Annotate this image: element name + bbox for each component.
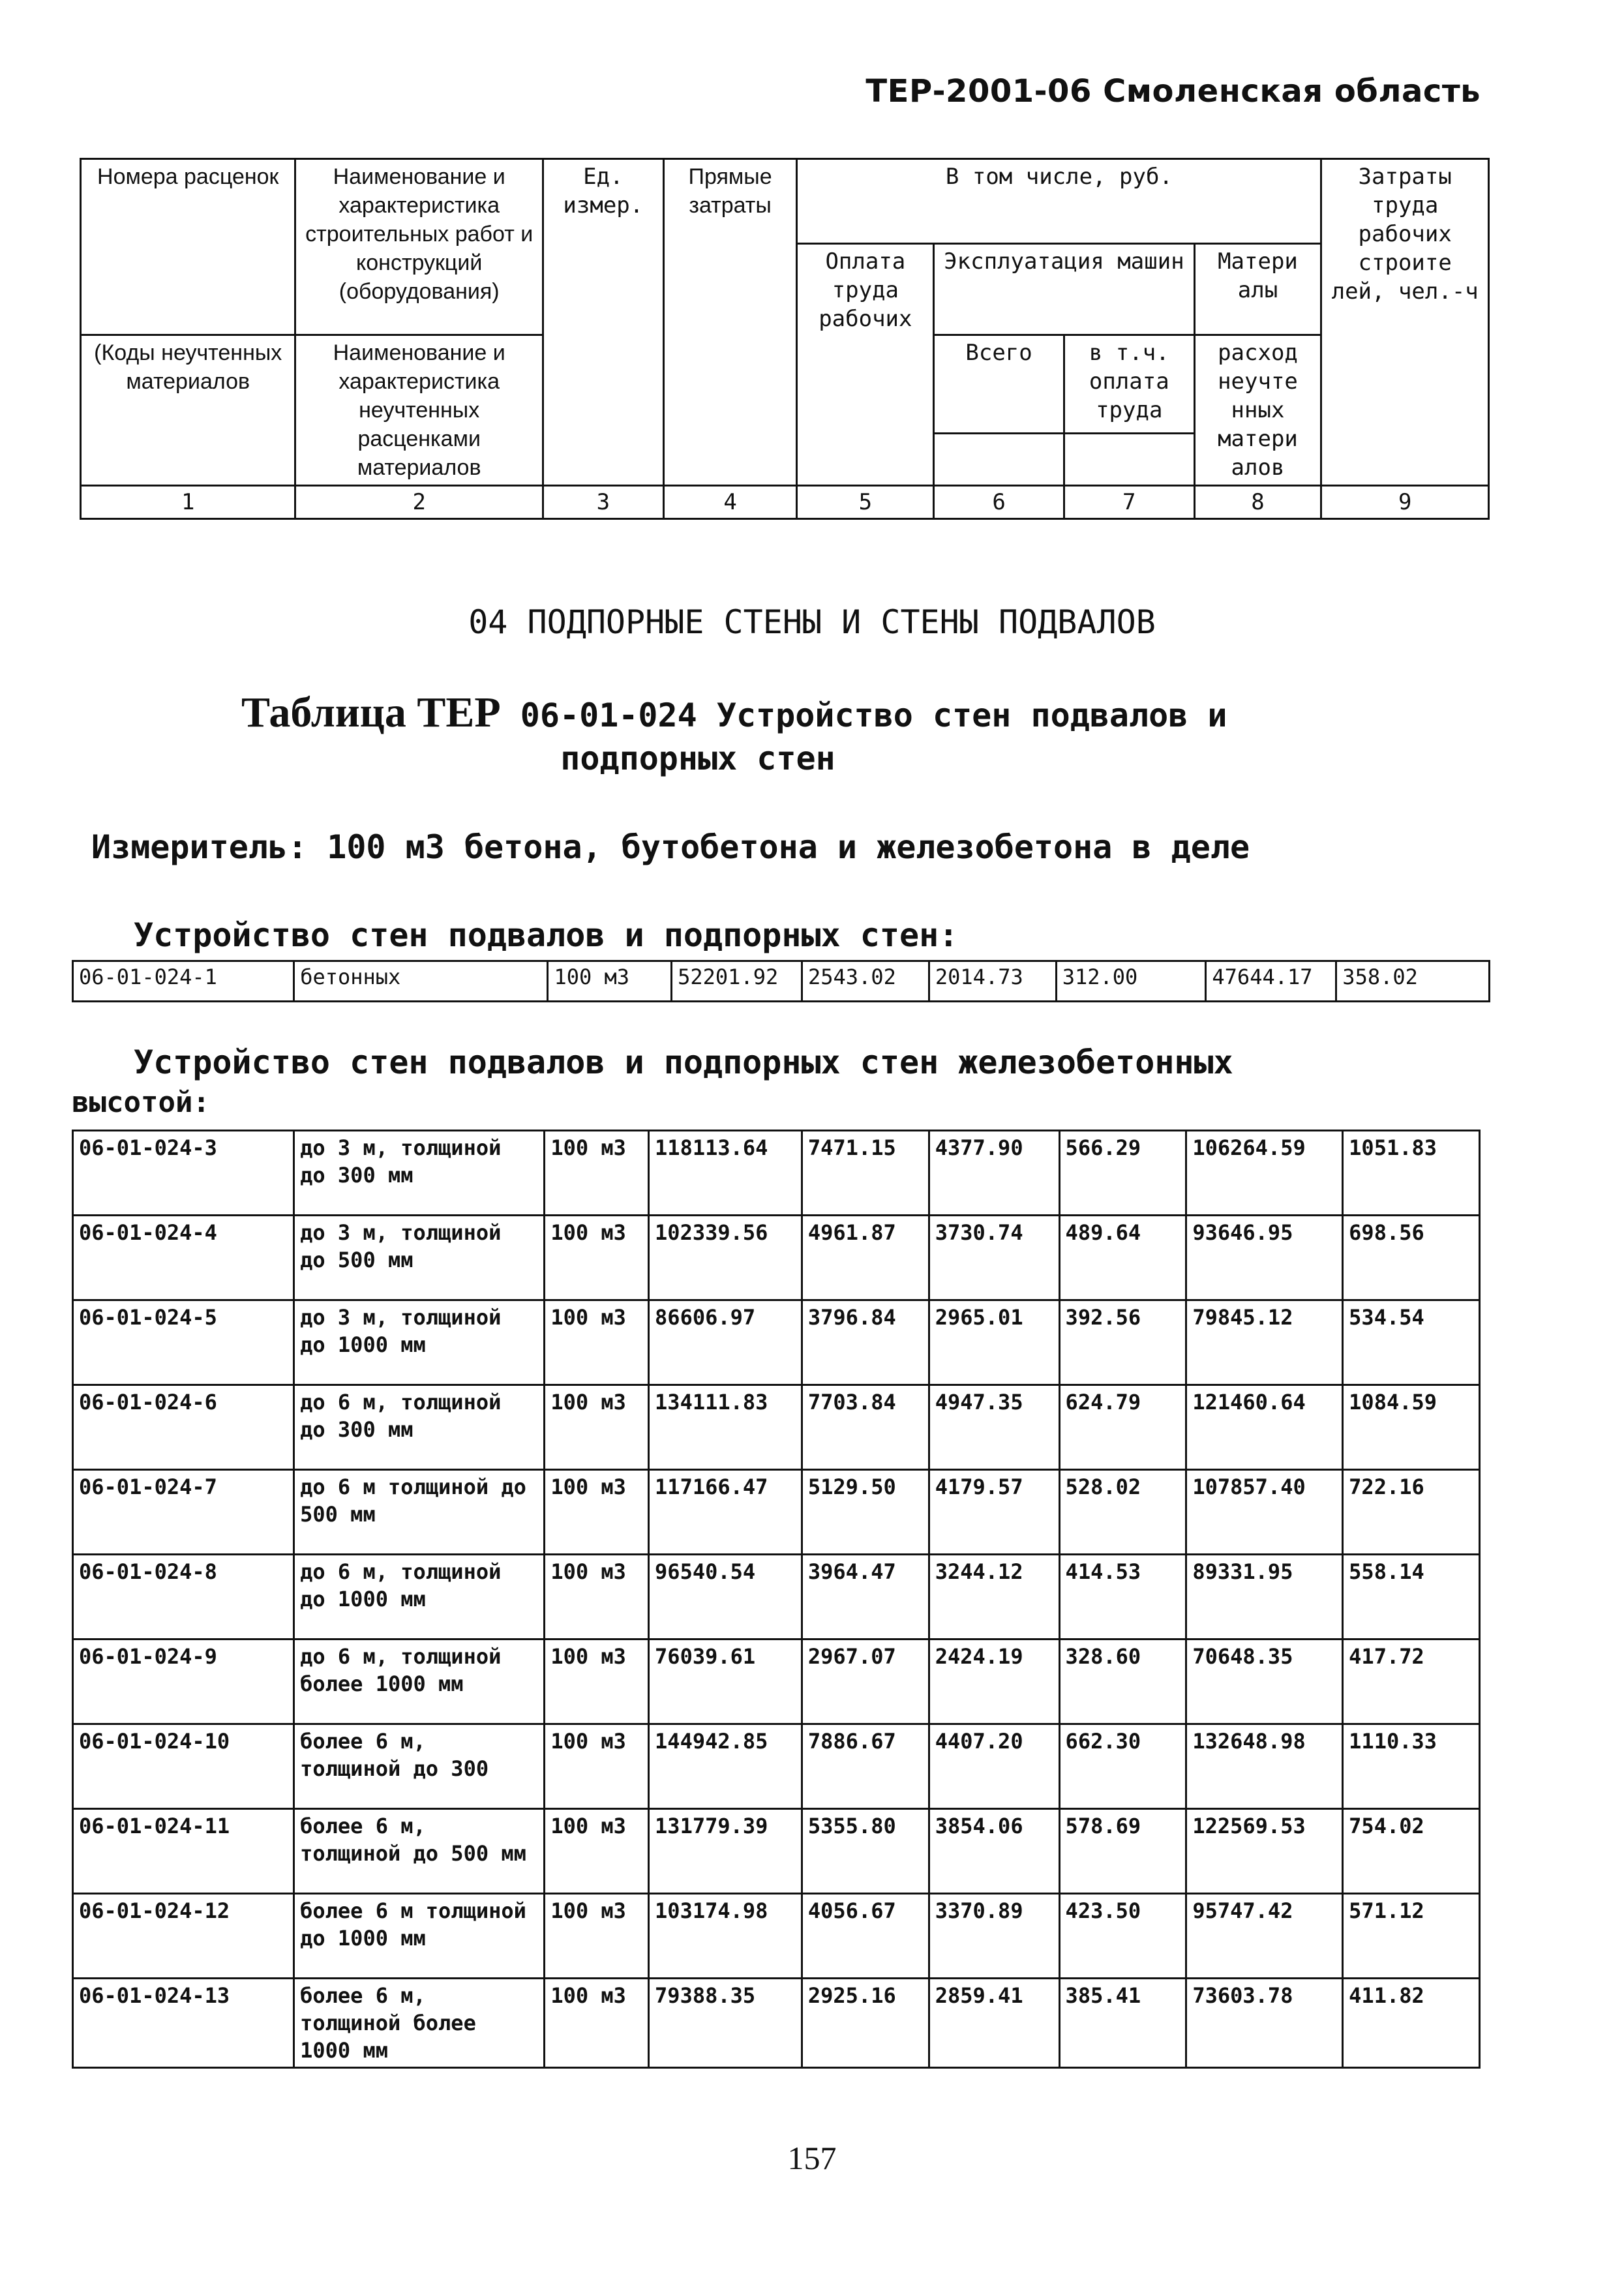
direct-cost-cell: 76039.61 — [649, 1640, 802, 1724]
work-description-cell: более 6 м, толщиной до 500 мм — [294, 1809, 545, 1894]
measure-unit: Измеритель: 100 м3 бетона, бутобетона и железобетона в деле — [91, 828, 1250, 866]
col5-header: Оплата труда рабочих — [797, 244, 934, 486]
materials-cell: 106264.59 — [1186, 1131, 1343, 1216]
col6-header: Всего — [934, 335, 1064, 434]
labor-pay-cell: 2967.07 — [802, 1640, 929, 1724]
materials-cell: 47644.17 — [1206, 961, 1336, 1002]
unit-cell: 100 м3 — [545, 1216, 649, 1300]
labor-pay-cell: 3796.84 — [802, 1300, 929, 1385]
col2-sub-header: Наименование и характеристика неучтенных расценками материалов — [295, 335, 543, 486]
subsection-heading: Устройство стен подвалов и подпорных стен: — [134, 916, 959, 954]
rate-code-cell: 06-01-024-5 — [73, 1300, 294, 1385]
machines-labor-cell: 578.69 — [1059, 1809, 1186, 1894]
labor-hours-cell: 558.14 — [1343, 1555, 1480, 1640]
rate-code-cell: 06-01-024-12 — [73, 1894, 294, 1979]
machines-total-cell: 2965.01 — [929, 1300, 1059, 1385]
direct-cost-cell: 86606.97 — [649, 1300, 802, 1385]
direct-cost-cell: 118113.64 — [649, 1131, 802, 1216]
work-description-cell: до 6 м, толщиной до 300 мм — [294, 1385, 545, 1470]
rate-code-cell: 06-01-024-6 — [73, 1385, 294, 1470]
labor-hours-cell: 1110.33 — [1343, 1724, 1480, 1809]
machines-total-cell: 2424.19 — [929, 1640, 1059, 1724]
rate-code-cell: 06-01-024-13 — [73, 1979, 294, 2068]
direct-cost-cell: 96540.54 — [649, 1555, 802, 1640]
machines-labor-cell: 328.60 — [1059, 1640, 1186, 1724]
work-description-cell: до 6 м, толщиной более 1000 мм — [294, 1640, 545, 1724]
materials-cell: 93646.95 — [1186, 1216, 1343, 1300]
table-row — [73, 1385, 1480, 1470]
table-row — [73, 1216, 1480, 1300]
table-row — [73, 961, 1490, 1002]
table-row — [73, 1724, 1480, 1809]
table-title — [241, 691, 1415, 780]
direct-cost-cell: 103174.98 — [649, 1894, 802, 1979]
table-row — [73, 1300, 1480, 1385]
col6-spacer — [934, 434, 1064, 486]
labor-pay-cell: 4056.67 — [802, 1894, 929, 1979]
machines-total-cell: 4947.35 — [929, 1385, 1059, 1470]
col2-header: Наименование и характеристика строительных работ и конструкций (оборудования) — [295, 159, 543, 335]
work-description-cell: до 6 м, толщиной до 1000 мм — [294, 1555, 545, 1640]
col4-header: Прямые затраты — [663, 159, 797, 486]
rate-code-cell: 06-01-024-11 — [73, 1809, 294, 1894]
subsection-heading: Устройство стен подвалов и подпорных стен железобетонных — [134, 1043, 1233, 1081]
col7-spacer — [1064, 434, 1194, 486]
labor-hours-cell: 358.02 — [1336, 961, 1490, 1002]
machines-labor-cell: 662.30 — [1059, 1724, 1186, 1809]
table-row — [73, 1470, 1480, 1555]
materials-cell: 73603.78 — [1186, 1979, 1343, 2068]
unit-cell: 100 м3 — [545, 1385, 649, 1470]
work-description-cell: более 6 м, толщиной более 1000 мм — [294, 1979, 545, 2068]
table-row — [73, 1979, 1480, 2068]
labor-hours-cell: 411.82 — [1343, 1979, 1480, 2068]
table-row — [73, 1809, 1480, 1894]
materials-cell: 95747.42 — [1186, 1894, 1343, 1979]
work-description-cell: до 3 м, толщиной до 1000 мм — [294, 1300, 545, 1385]
labor-hours-cell: 534.54 — [1343, 1300, 1480, 1385]
direct-cost-cell: 79388.35 — [649, 1979, 802, 2068]
labor-hours-cell: 754.02 — [1343, 1809, 1480, 1894]
work-description-cell: до 6 м толщиной до 500 мм — [294, 1470, 545, 1555]
table-title-text-line2: подпорных стен — [560, 740, 835, 777]
col-number: 7 — [1064, 486, 1194, 519]
labor-hours-cell: 722.16 — [1343, 1470, 1480, 1555]
work-description-cell: более 6 м толщиной до 1000 мм — [294, 1894, 545, 1979]
machines-total-cell: 4179.57 — [929, 1470, 1059, 1555]
direct-cost-cell: 131779.39 — [649, 1809, 802, 1894]
machines-labor-cell: 312.00 — [1056, 961, 1206, 1002]
machines-total-cell: 4377.90 — [929, 1131, 1059, 1216]
unit-cell: 100 м3 — [545, 1470, 649, 1555]
labor-hours-cell: 571.12 — [1343, 1894, 1480, 1979]
unit-cell: 100 м3 — [545, 1300, 649, 1385]
machines-labor-cell: 392.56 — [1059, 1300, 1186, 1385]
machines-labor-cell: 489.64 — [1059, 1216, 1186, 1300]
rates-table-reinforced — [72, 1130, 1481, 2069]
col-number: 6 — [934, 486, 1064, 519]
unit-cell: 100 м3 — [545, 1555, 649, 1640]
col-number: 3 — [543, 486, 663, 519]
rate-code-cell: 06-01-024-10 — [73, 1724, 294, 1809]
col1-sub-header: (Коды неучтенных материалов — [81, 335, 295, 486]
col-number: 1 — [81, 486, 295, 519]
table-row — [73, 1640, 1480, 1724]
col-number: 9 — [1321, 486, 1489, 519]
labor-pay-cell: 4961.87 — [802, 1216, 929, 1300]
machines-labor-cell: 528.02 — [1059, 1470, 1186, 1555]
labor-pay-cell: 7886.67 — [802, 1724, 929, 1809]
materials-cell: 70648.35 — [1186, 1640, 1343, 1724]
unit-cell: 100 м3 — [545, 1894, 649, 1979]
machines-total-cell: 3370.89 — [929, 1894, 1059, 1979]
machines-labor-cell: 566.29 — [1059, 1131, 1186, 1216]
rate-code-cell: 06-01-024-7 — [73, 1470, 294, 1555]
col7-header: в т.ч. оплата труда — [1064, 335, 1194, 434]
materials-cell: 121460.64 — [1186, 1385, 1343, 1470]
unit-cell: 100 м3 — [545, 1640, 649, 1724]
unit-cell: 100 м3 — [545, 1724, 649, 1809]
direct-cost-cell: 52201.92 — [672, 961, 802, 1002]
col-number: 4 — [663, 486, 797, 519]
machines-total-cell: 3730.74 — [929, 1216, 1059, 1300]
col-number: 5 — [797, 486, 934, 519]
labor-hours-cell: 1051.83 — [1343, 1131, 1480, 1216]
machines-labor-cell: 624.79 — [1059, 1385, 1186, 1470]
labor-pay-cell: 7471.15 — [802, 1131, 929, 1216]
table-row — [73, 1555, 1480, 1640]
direct-cost-cell: 144942.85 — [649, 1724, 802, 1809]
machines-total-cell: 2014.73 — [929, 961, 1056, 1002]
labor-hours-cell: 1084.59 — [1343, 1385, 1480, 1470]
labor-hours-cell: 417.72 — [1343, 1640, 1480, 1724]
col-number: 2 — [295, 486, 543, 519]
machines-total-cell: 3244.12 — [929, 1555, 1059, 1640]
labor-hours-cell: 698.56 — [1343, 1216, 1480, 1300]
unit-cell: 100 м3 — [545, 1809, 649, 1894]
table-title-code: 06-01-024 — [520, 696, 697, 734]
machines-labor-cell: 423.50 — [1059, 1894, 1186, 1979]
labor-pay-cell: 5129.50 — [802, 1470, 929, 1555]
col8-top-header: Матери алы — [1194, 244, 1321, 335]
page-number: 157 — [787, 2140, 837, 2176]
direct-cost-cell: 134111.83 — [649, 1385, 802, 1470]
labor-pay-cell: 5355.80 — [802, 1809, 929, 1894]
direct-cost-cell: 117166.47 — [649, 1470, 802, 1555]
unit-cell: 100 м3 — [545, 1979, 649, 2068]
header-table — [80, 158, 1490, 520]
machines-total-cell: 2859.41 — [929, 1979, 1059, 2068]
table-row — [73, 1131, 1480, 1216]
direct-cost-cell: 102339.56 — [649, 1216, 802, 1300]
materials-cell: 89331.95 — [1186, 1555, 1343, 1640]
materials-cell: 79845.12 — [1186, 1300, 1343, 1385]
section-title: 04 ПОДПОРНЫЕ СТЕНЫ И СТЕНЫ ПОДВАЛОВ — [468, 603, 1156, 641]
materials-cell: 122569.53 — [1186, 1809, 1343, 1894]
col9-header: Затраты труда рабочих строите лей, чел.-ч — [1321, 159, 1489, 486]
group-header: В том числе, руб. — [797, 159, 1321, 244]
table-title-label: Таблица ТЕР — [241, 689, 501, 736]
labor-pay-cell: 2925.16 — [802, 1979, 929, 2068]
machines-labor-cell: 385.41 — [1059, 1979, 1186, 2068]
work-description-cell: до 3 м, толщиной до 500 мм — [294, 1216, 545, 1300]
unit-cell: 100 м3 — [545, 1131, 649, 1216]
table-title-text: Устройство стен подвалов и — [716, 696, 1227, 734]
materials-cell: 132648.98 — [1186, 1724, 1343, 1809]
rate-code-cell: 06-01-024-9 — [73, 1640, 294, 1724]
machines-header: Эксплуатация машин — [934, 244, 1194, 335]
col3-header: Ед. измер. — [543, 159, 663, 486]
page-header: ТЕР-2001-06 Смоленская область — [865, 73, 1481, 110]
col1-header: Номера расценок — [81, 159, 295, 335]
work-description-cell: до 3 м, толщиной до 300 мм — [294, 1131, 545, 1216]
machines-total-cell: 4407.20 — [929, 1724, 1059, 1809]
subsection-heading-cont: высотой: — [72, 1086, 210, 1119]
labor-pay-cell: 7703.84 — [802, 1385, 929, 1470]
table-row — [73, 1894, 1480, 1979]
machines-total-cell: 3854.06 — [929, 1809, 1059, 1894]
column-numbers-row — [81, 486, 1489, 519]
work-description-cell: более 6 м, толщиной до 300 — [294, 1724, 545, 1809]
rate-code-cell: 06-01-024-4 — [73, 1216, 294, 1300]
col8-bottom-header: расход неучте нных матери алов — [1194, 335, 1321, 486]
work-description-cell: бетонных — [294, 961, 548, 1002]
rate-code-cell: 06-01-024-3 — [73, 1131, 294, 1216]
materials-cell: 107857.40 — [1186, 1470, 1343, 1555]
labor-pay-cell: 3964.47 — [802, 1555, 929, 1640]
col-number: 8 — [1194, 486, 1321, 519]
machines-labor-cell: 414.53 — [1059, 1555, 1186, 1640]
rate-code-cell: 06-01-024-8 — [73, 1555, 294, 1640]
labor-pay-cell: 2543.02 — [802, 961, 929, 1002]
rates-table-concrete — [72, 960, 1490, 1002]
rate-code-cell: 06-01-024-1 — [73, 961, 294, 1002]
unit-cell: 100 м3 — [548, 961, 672, 1002]
